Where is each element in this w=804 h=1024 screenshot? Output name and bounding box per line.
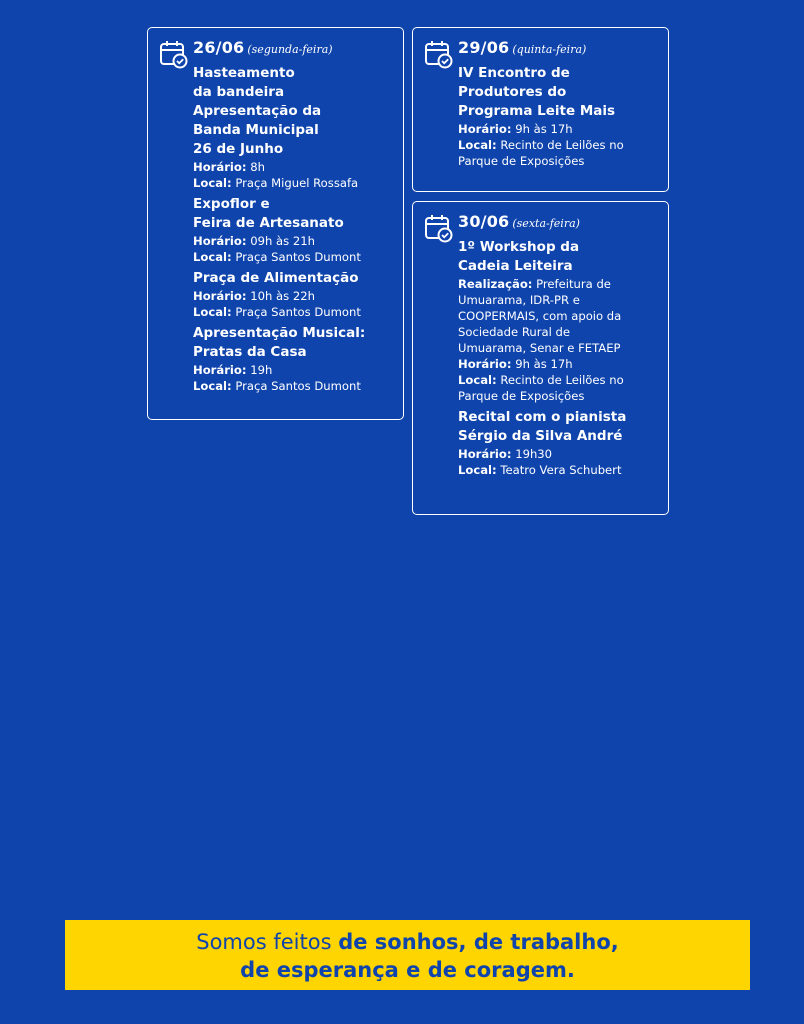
event-organizer-cont <box>458 308 658 324</box>
event-title <box>193 324 393 362</box>
event-item <box>193 195 393 265</box>
event-title-line: Programa Leite Mais <box>458 103 616 119</box>
organizer-value: Umuarama, Senar e FETAEP <box>458 341 621 355</box>
event-title-line: Recital com o pianista <box>458 409 627 425</box>
location-value: Recinto de Leilões no <box>500 138 624 152</box>
event-title-line: da bandeira <box>193 84 285 100</box>
event-location <box>193 378 393 394</box>
time-label: Horário: <box>458 357 512 371</box>
event-title-line: Praça de Alimentação <box>193 270 359 286</box>
calendar-check-icon <box>159 39 189 69</box>
event-location <box>193 304 393 320</box>
location-label: Local: <box>193 176 232 190</box>
slogan-bold-text: de esperança e de coragem. <box>240 958 575 982</box>
event-time <box>193 362 393 378</box>
location-label: Local: <box>193 250 232 264</box>
event-title-line: Cadeia Leiteira <box>458 258 573 274</box>
organizer-value: Sociedade Rural de <box>458 325 570 339</box>
location-label: Local: <box>458 138 497 152</box>
event-title-line: Hasteamento <box>193 65 295 81</box>
schedule-card-26-06 <box>147 27 404 420</box>
time-label: Horário: <box>193 289 247 303</box>
time-value: 10h às 22h <box>250 289 315 303</box>
event-title <box>193 64 393 159</box>
event-title-line: Apresentação Musical: <box>193 325 366 341</box>
card-date: 30/06 <box>458 212 510 231</box>
location-label: Local: <box>458 373 497 387</box>
event-location <box>193 175 393 191</box>
card-weekday: (segunda-feira) <box>247 43 333 56</box>
event-title-line: 1º Workshop da <box>458 239 580 255</box>
card-weekday: (quinta-feira) <box>512 43 587 56</box>
event-item <box>193 269 393 320</box>
time-value: 09h às 21h <box>250 234 315 248</box>
card-date-line <box>458 38 658 60</box>
time-value: 19h <box>250 363 273 377</box>
event-item <box>458 64 658 169</box>
event-title-line: Apresentação da <box>193 103 322 119</box>
time-value: 9h às 17h <box>515 122 573 136</box>
event-item <box>193 324 393 394</box>
event-title <box>193 195 393 233</box>
event-title-line: Pratas da Casa <box>193 344 307 360</box>
location-label: Local: <box>193 379 232 393</box>
time-value: 9h às 17h <box>515 357 573 371</box>
card-weekday: (sexta-feira) <box>512 217 580 230</box>
schedule-card-30-06 <box>412 201 669 515</box>
location-label: Local: <box>458 463 497 477</box>
event-location <box>458 462 658 478</box>
slogan-light-text: Somos feitos <box>196 930 339 954</box>
event-organizer-cont <box>458 340 658 356</box>
organizer-value: Umuarama, IDR-PR e <box>458 293 580 307</box>
slogan-bold-text: de sonhos, de trabalho, <box>338 930 619 954</box>
event-organizer-cont <box>458 292 658 308</box>
event-time <box>193 159 393 175</box>
calendar-check-icon <box>424 213 454 243</box>
event-title-line: Banda Municipal <box>193 122 319 138</box>
time-value: 19h30 <box>515 447 553 461</box>
event-time <box>458 121 658 137</box>
location-value: Praça Santos Dumont <box>235 305 361 319</box>
slogan-line-1 <box>65 928 750 956</box>
location-value: Teatro Vera Schubert <box>500 463 622 477</box>
event-title-line: 26 de Junho <box>193 141 284 157</box>
event-item <box>458 238 658 404</box>
schedule-card-29-06 <box>412 27 669 192</box>
event-title-line: IV Encontro de <box>458 65 570 81</box>
organizer-value: Prefeitura de <box>536 277 611 291</box>
card-date: 26/06 <box>193 38 245 57</box>
event-title-line: Feira de Artesanato <box>193 215 344 231</box>
event-title <box>458 64 658 121</box>
event-item <box>193 64 393 191</box>
time-label: Horário: <box>193 234 247 248</box>
event-title-line: Produtores do <box>458 84 567 100</box>
location-value: Recinto de Leilões no <box>500 373 624 387</box>
location-value: Parque de Exposições <box>458 389 585 403</box>
event-location <box>458 137 658 153</box>
card-date: 29/06 <box>458 38 510 57</box>
calendar-check-icon <box>424 39 454 69</box>
event-location <box>193 249 393 265</box>
location-value: Praça Miguel Rossafa <box>235 176 359 190</box>
location-label: Local: <box>193 305 232 319</box>
organizer-value: COOPERMAIS, com apoio da <box>458 309 622 323</box>
event-location-cont <box>458 153 658 169</box>
time-label: Horário: <box>458 122 512 136</box>
card-date-line <box>193 38 393 60</box>
event-time <box>193 288 393 304</box>
event-location <box>458 372 658 388</box>
event-title <box>458 238 658 276</box>
event-location-cont <box>458 388 658 404</box>
time-label: Horário: <box>193 160 247 174</box>
event-organizer-cont <box>458 324 658 340</box>
event-time <box>458 356 658 372</box>
event-title-line: Sérgio da Silva André <box>458 428 623 444</box>
location-value: Praça Santos Dumont <box>235 379 361 393</box>
time-value: 8h <box>250 160 265 174</box>
event-title <box>458 408 658 446</box>
organizer-label: Realização: <box>458 277 533 291</box>
card-date-line <box>458 212 658 234</box>
event-organizer <box>458 276 658 292</box>
time-label: Horário: <box>193 363 247 377</box>
location-value: Praça Santos Dumont <box>235 250 361 264</box>
location-value: Parque de Exposições <box>458 154 585 168</box>
slogan-line-2 <box>65 956 750 984</box>
event-title-line: Expoflor e <box>193 196 270 212</box>
event-title <box>193 269 393 288</box>
event-time <box>458 446 658 462</box>
time-label: Horário: <box>458 447 512 461</box>
event-time <box>193 233 393 249</box>
slogan-banner <box>65 920 750 990</box>
event-item <box>458 408 658 478</box>
